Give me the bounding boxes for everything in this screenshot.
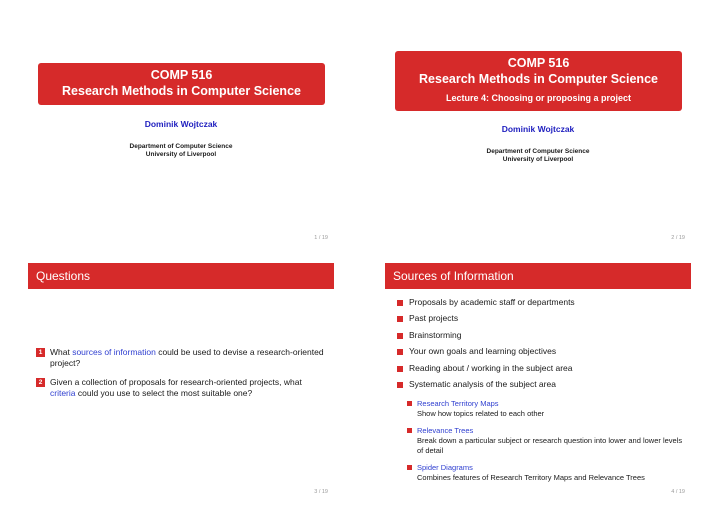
list-item [397, 379, 687, 390]
sub-item-desc: Combines features of Research Territory Maps and Relevance Trees [417, 473, 645, 482]
slide-3 [28, 263, 334, 495]
bullet-icon [397, 300, 403, 306]
enum-number: 2 [36, 378, 45, 387]
course-code: COMP 516 [150, 68, 213, 82]
bullet-icon [407, 465, 412, 470]
bullet-icon [397, 349, 403, 355]
list-item [397, 346, 687, 357]
slide-2 [385, 27, 691, 249]
lecture-title: Lecture 4: Choosing or proposing a project [445, 93, 631, 103]
highlight-text: sources of information [72, 347, 156, 357]
university: University of Liverpool [502, 156, 574, 163]
department: Department of Computer Science [486, 148, 590, 155]
course-code: COMP 516 [507, 56, 570, 70]
highlight-text: criteria [50, 388, 76, 398]
sub-item-title: Research Territory Maps [417, 399, 499, 408]
question-text: What [50, 347, 73, 357]
sub-list-item [407, 399, 687, 419]
affiliation [28, 143, 334, 159]
list-item [397, 330, 687, 341]
university: University of Liverpool [145, 151, 217, 158]
page-number: 2 / 19 [671, 235, 685, 241]
sub-item-title: Spider Diagrams [417, 463, 473, 472]
bullet-icon [407, 428, 412, 433]
list-item [397, 297, 687, 308]
author: Dominik Wojtczak [144, 119, 218, 129]
list-item [397, 363, 687, 374]
slide-1 [28, 27, 334, 249]
page-number: 1 / 19 [314, 235, 328, 241]
bullet-text: Proposals by academic staff or departments [409, 297, 575, 307]
sub-list-item [407, 463, 687, 483]
bullet-icon [397, 316, 403, 322]
course-name: Research Methods in Computer Science [419, 72, 658, 86]
bullet-icon [397, 382, 403, 388]
slide-4 [385, 263, 691, 495]
question-text: Given a collection of proposals for research-oriented projects, what [50, 377, 302, 387]
title-box [395, 51, 682, 111]
bullet-icon [407, 401, 412, 406]
bullet-text: Your own goals and learning objectives [409, 346, 557, 356]
list-item [36, 347, 326, 369]
department: Department of Computer Science [129, 143, 233, 150]
enum-number: 1 [36, 348, 45, 357]
sub-item-desc: Break down a particular subject or research question into lower and lower levels of detail [417, 436, 683, 455]
question-text: could be used to devise a research-oriented project? [50, 347, 324, 368]
bullet-text: Past projects [409, 313, 459, 323]
frame-title: Sources of Information [385, 263, 691, 289]
sub-list-item [407, 426, 687, 456]
list-item [36, 377, 326, 399]
bullet-icon [397, 333, 403, 339]
bullet-icon [397, 366, 403, 372]
title-box [38, 63, 325, 105]
list-item [397, 313, 687, 324]
course-name: Research Methods in Computer Science [62, 84, 301, 98]
author: Dominik Wojtczak [501, 124, 575, 134]
sub-item-desc: Show how topics related to each other [417, 409, 545, 418]
bullet-text: Systematic analysis of the subject area [409, 379, 556, 389]
frame-title: Questions [28, 263, 334, 289]
page-number: 3 / 19 [314, 489, 328, 495]
affiliation [385, 148, 691, 164]
sub-item-title: Relevance Trees [417, 426, 474, 435]
page-number: 4 / 19 [671, 489, 685, 495]
bullet-text: Brainstorming [409, 330, 462, 340]
question-text: could you use to select the most suitable one? [75, 388, 253, 398]
bullet-text: Reading about / working in the subject area [409, 363, 573, 373]
